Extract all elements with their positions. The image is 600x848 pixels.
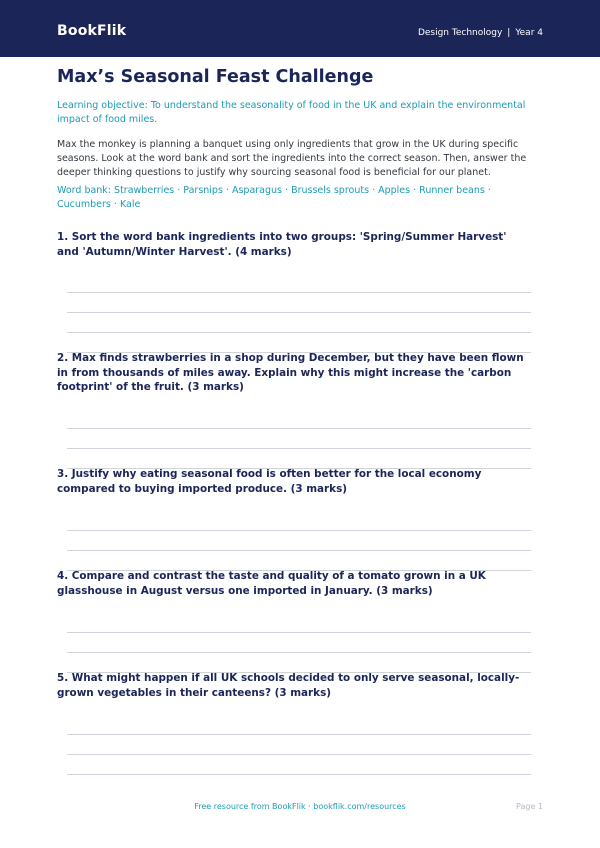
answer-line — [67, 774, 531, 775]
intro-paragraph: Max the monkey is planning a banquet using only ingredients that grow in the UK during specific seasons. Look at the word bank and sort the ingredients into the correct season. Then, answer the deeper thinking questions to justify why sourcing seasonal food is beneficial for our planet. — [57, 139, 527, 178]
question-4: 4. Compare and contrast the taste and quality of a tomato grown in a UK glasshouse in August versus one imported in January. (3 marks) — [57, 570, 486, 597]
answer-line — [67, 754, 531, 755]
word-bank: Word bank: Strawberries · Parsnips · Asparagus · Brussels sprouts · Apples · Runner beans · Cucumbers · Kale — [57, 185, 491, 210]
answer-line — [67, 428, 531, 429]
subject-label: Design Technology — [417, 28, 503, 38]
answer-line — [67, 550, 531, 551]
answer-line — [67, 530, 531, 531]
question-1: 1. Sort the word bank ingredients into two groups: 'Spring/Summer Harvest' and 'Autumn/Winter Harvest'. (4 marks) — [57, 231, 507, 258]
answer-line — [67, 652, 531, 653]
answer-line — [67, 332, 531, 333]
footer-resource-link[interactable]: Free resource from BookFlik · bookflik.com/resources — [194, 802, 406, 811]
question-2: 2. Max finds strawberries in a shop during December, but they have been flown in from thousands of miles away. Explain why this might increase the 'carbon footprint' of the fruit. (3 marks) — [57, 352, 524, 393]
brand-logo-text: BookFlik — [57, 23, 127, 39]
answer-line — [67, 292, 531, 293]
answer-line — [67, 734, 531, 735]
answer-line — [67, 312, 531, 313]
page-header — [0, 0, 600, 57]
answer-line — [67, 448, 531, 449]
worksheet-title: Max’s Seasonal Feast Challenge — [57, 67, 374, 87]
year-label: Year 4 — [515, 28, 543, 38]
subject-year-label — [418, 27, 543, 39]
header-separator: | — [507, 28, 511, 38]
question-3: 3. Justify why eating seasonal food is often better for the local economy compared to buying imported produce. (3 marks) — [57, 468, 482, 495]
answer-line — [67, 632, 531, 633]
question-5: 5. What might happen if all UK schools decided to only serve seasonal, locally-grown vegetables in their canteens? (3 marks) — [57, 672, 520, 699]
learning-objective: Learning objective: To understand the seasonality of food in the UK and explain the environmental impact of food miles. — [57, 100, 526, 125]
page-number: Page 1 — [516, 802, 543, 811]
